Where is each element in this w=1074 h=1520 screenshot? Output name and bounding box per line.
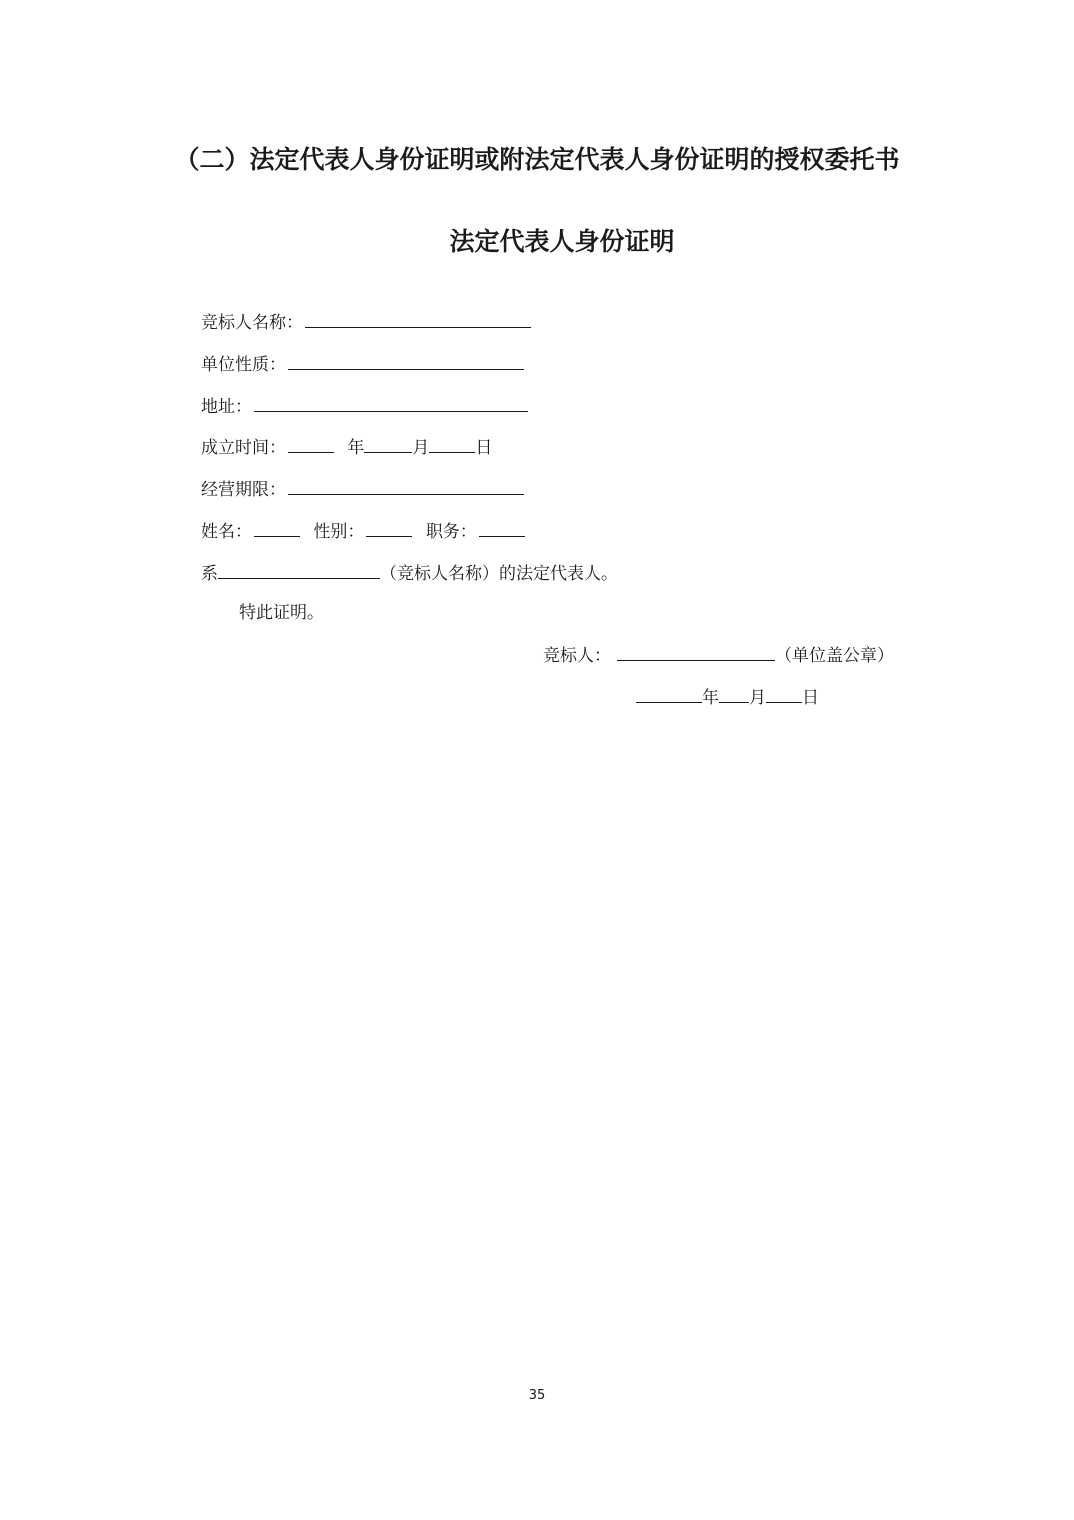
year-label: 年: [347, 438, 365, 458]
unit-nature-row: [201, 351, 524, 377]
position-blank[interactable]: [479, 518, 525, 537]
relation-prefix: 系: [201, 564, 218, 584]
address-blank[interactable]: [254, 393, 528, 412]
relation-blank[interactable]: [218, 560, 380, 579]
established-label: 成立时间：: [201, 438, 286, 458]
address-label: 地址：: [201, 397, 252, 417]
unit-nature-label: 单位性质：: [201, 355, 286, 375]
bidder-name-blank[interactable]: [305, 309, 531, 328]
unit-nature-blank[interactable]: [288, 351, 524, 370]
signature-label: 竞标人：: [543, 646, 611, 666]
section-title: （二）法定代表人身份证明或附法定代表人身份证明的授权委托书: [174, 145, 900, 174]
month-label: 月: [412, 438, 430, 458]
document-title: 法定代表人身份证明: [449, 227, 675, 256]
signature-blank[interactable]: [617, 642, 775, 661]
relation-row: [201, 560, 618, 586]
term-blank[interactable]: [288, 476, 524, 495]
day-blank[interactable]: [429, 434, 475, 453]
year-blank[interactable]: [288, 434, 334, 453]
signature-row: [543, 642, 894, 668]
sign-day-label: 日: [802, 688, 819, 708]
seal-note: （单位盖公章）: [775, 646, 894, 666]
certify-text: 特此证明。: [239, 603, 324, 623]
position-label: 职务：: [425, 522, 477, 542]
term-row: [201, 476, 524, 502]
date-row: [636, 684, 819, 710]
sign-month-blank[interactable]: [719, 684, 749, 703]
name-blank[interactable]: [254, 518, 300, 537]
page-number: 35: [528, 1388, 546, 1403]
bidder-name-row: [201, 309, 531, 335]
relation-suffix: （竞标人名称）的法定代表人。: [380, 564, 618, 584]
sign-day-blank[interactable]: [766, 684, 802, 703]
sign-month-label: 月: [749, 688, 766, 708]
day-label: 日: [475, 438, 493, 458]
term-label: 经营期限：: [201, 480, 286, 500]
name-label: 姓名：: [201, 522, 252, 542]
sign-year-label: 年: [702, 688, 719, 708]
sign-year-blank[interactable]: [636, 684, 702, 703]
person-row: [201, 518, 525, 544]
address-row: [201, 393, 528, 419]
month-blank[interactable]: [364, 434, 412, 453]
bidder-name-label: 竞标人名称：: [201, 313, 303, 333]
gender-blank[interactable]: [366, 518, 412, 537]
gender-label: 性别：: [313, 522, 365, 542]
established-row: [201, 434, 492, 460]
